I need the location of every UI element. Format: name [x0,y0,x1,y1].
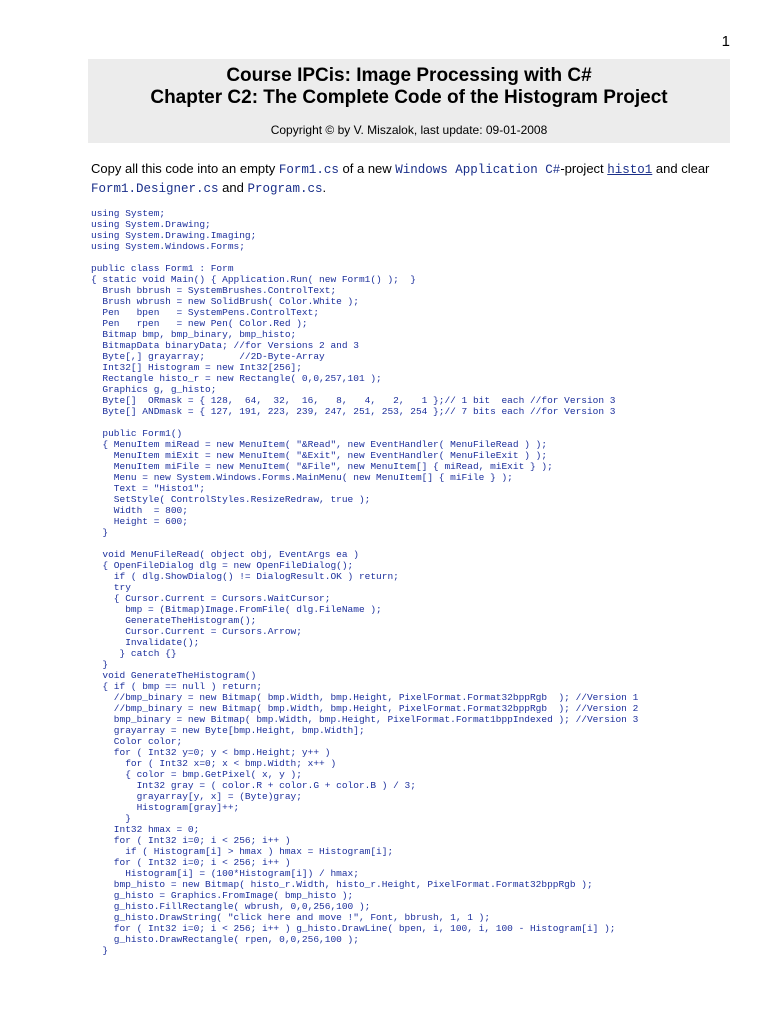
code-line: GenerateTheHistogram(); [91,615,257,626]
code-line: try [91,582,131,593]
code-line: Graphics g, g_histo; [91,384,217,395]
code-line: Pen rpen = new Pen( Color.Red ); [91,318,308,329]
code-line: { OpenFileDialog dlg = new OpenFileDialog(); [91,560,354,571]
code-line: Brush wbrush = new SolidBrush( Color.White ); [91,296,359,307]
code-line: Int32 gray = ( color.R + color.G + color.B ) / 3; [91,780,416,791]
code-line: if ( dlg.ShowDialog() != DialogResult.OK ) return; [91,571,399,582]
code-line: void GenerateTheHistogram() [91,670,257,681]
code-line: for ( Int32 i=0; i < 256; i++ ) [91,835,291,846]
code-line: for ( Int32 i=0; i < 256; i++ ) g_histo.DrawLine( bpen, i, 100, i, 100 - Histogram[i] ); [91,923,616,934]
code-line: void MenuFileRead( object obj, EventArgs ea ) [91,549,359,560]
intro-text-2: of a new [338,161,396,176]
code-line: public Form1() [91,428,183,439]
code-line: Width = 800; [91,505,188,516]
page-number: 1 [721,33,730,50]
code-line: { static void Main() { Application.Run( new Form1() ); } [91,274,416,285]
code-line: //bmp_binary = new Bitmap( bmp.Width, bmp.Height, PixelFormat.Format32bppRgb ); //Version 2 [91,703,639,714]
code-line: Int32 hmax = 0; [91,824,200,835]
course-title: Course IPCis: Image Processing with C# [226,65,592,86]
code-line: bmp_histo = new Bitmap( histo_r.Width, histo_r.Height, PixelFormat.Format32bppRgb ); [91,879,593,890]
code-line: Pen bpen = SystemPens.ControlText; [91,307,320,318]
code-line: } [91,659,109,670]
intro-paragraph [91,160,731,198]
code-line: Byte[] ORmask = { 128, 64, 32, 16, 8, 4, 2, 1 };// 1 bit each //for Version 3 [91,395,616,406]
code-line: Brush bbrush = SystemBrushes.ControlText; [91,285,337,296]
code-line: SetStyle( ControlStyles.ResizeRedraw, true ); [91,494,371,505]
code-listing [91,208,711,956]
code-line: Int32[] Histogram = new Int32[256]; [91,362,302,373]
code-line: { color = bmp.GetPixel( x, y ); [91,769,302,780]
code-line: Height = 600; [91,516,188,527]
code-line: Byte[] ANDmask = { 127, 191, 223, 239, 247, 251, 253, 254 };// 7 bits each //for Version 3 [91,406,616,417]
code-line: Cursor.Current = Cursors.Arrow; [91,626,302,637]
code-line: for ( Int32 x=0; x < bmp.Width; x++ ) [91,758,337,769]
code-line: } catch {} [91,648,177,659]
code-line: g_histo.DrawRectangle( rpen, 0,0,256,100 ); [91,934,359,945]
code-line: { Cursor.Current = Cursors.WaitCursor; [91,593,331,604]
code-line: } [91,945,109,956]
code-line: bmp = (Bitmap)Image.FromFile( dlg.FileName ); [91,604,382,615]
code-line: Color color; [91,736,183,747]
code-line: public class Form1 : Form [91,263,234,274]
code-line: for ( Int32 i=0; i < 256; i++ ) [91,857,291,868]
code-line: MenuItem miFile = new MenuItem( "&File", new MenuItem[] { miRead, miExit } ); [91,461,553,472]
code-line: g_histo = Graphics.FromImage( bmp_histo ); [91,890,354,901]
chapter-title: Chapter C2: The Complete Code of the Histogram Project [150,87,668,108]
intro-file-form1: Form1.cs [278,163,339,177]
code-line: { if ( bmp == null ) return; [91,681,263,692]
code-line: if ( Histogram[i] > hmax ) hmax = Histogram[i]; [91,846,394,857]
code-line: } [91,813,131,824]
code-line: MenuItem miExit = new MenuItem( "&Exit", new EventHandler( MenuFileExit ) ); [91,450,548,461]
code-line: Invalidate(); [91,637,200,648]
code-line: using System.Drawing.Imaging; [91,230,257,241]
intro-text-6: . [322,180,327,195]
code-line: BitmapData binaryData; //for Versions 2 and 3 [91,340,359,351]
code-line: { MenuItem miRead = new MenuItem( "&Read", new EventHandler( MenuFileRead ) ); [91,439,548,450]
code-line: g_histo.DrawString( "click here and move !", Font, bbrush, 1, 1 ); [91,912,491,923]
code-line: Histogram[gray]++; [91,802,240,813]
intro-text-1: Copy all this code into an empty [91,161,279,176]
code-line: Text = "Histo1"; [91,483,206,494]
code-line: using System.Windows.Forms; [91,241,245,252]
code-line: //bmp_binary = new Bitmap( bmp.Width, bmp.Height, PixelFormat.Format32bppRgb ); //Version 1 [91,692,639,703]
code-line: Byte[,] grayarray; //2D-Byte-Array [91,351,325,362]
code-line: Bitmap bmp, bmp_binary, bmp_histo; [91,329,297,340]
intro-text-3: -project [560,161,608,176]
intro-project-type: Windows Application C# [395,163,561,177]
intro-file-program: Program.cs [247,182,323,196]
code-line: Rectangle histo_r = new Rectangle( 0,0,257,101 ); [91,373,382,384]
code-line: using System; [91,208,166,219]
code-line: Menu = new System.Windows.Forms.MainMenu( new MenuItem[] { miFile } ); [91,472,513,483]
code-line: using System.Drawing; [91,219,211,230]
intro-text-5: and [218,180,248,195]
code-line: for ( Int32 y=0; y < bmp.Height; y++ ) [91,747,331,758]
intro-text-4: and clear [652,161,710,176]
intro-project-name-link[interactable]: histo1 [607,163,653,177]
code-line: grayarray = new Byte[bmp.Height, bmp.Width]; [91,725,365,736]
code-line: grayarray[y, x] = (Byte)gray; [91,791,302,802]
code-line: Histogram[i] = (100*Histogram[i]) / hmax; [91,868,359,879]
code-line: bmp_binary = new Bitmap( bmp.Width, bmp.Height, PixelFormat.Format1bppIndexed ); //Version 3 [91,714,639,725]
code-line: g_histo.FillRectangle( wbrush, 0,0,256,100 ); [91,901,371,912]
copyright-line: Copyright © by V. Miszalok, last update: 09-01-2008 [270,123,548,137]
code-line: } [91,527,109,538]
intro-file-designer: Form1.Designer.cs [91,182,219,196]
header-box [88,59,730,143]
